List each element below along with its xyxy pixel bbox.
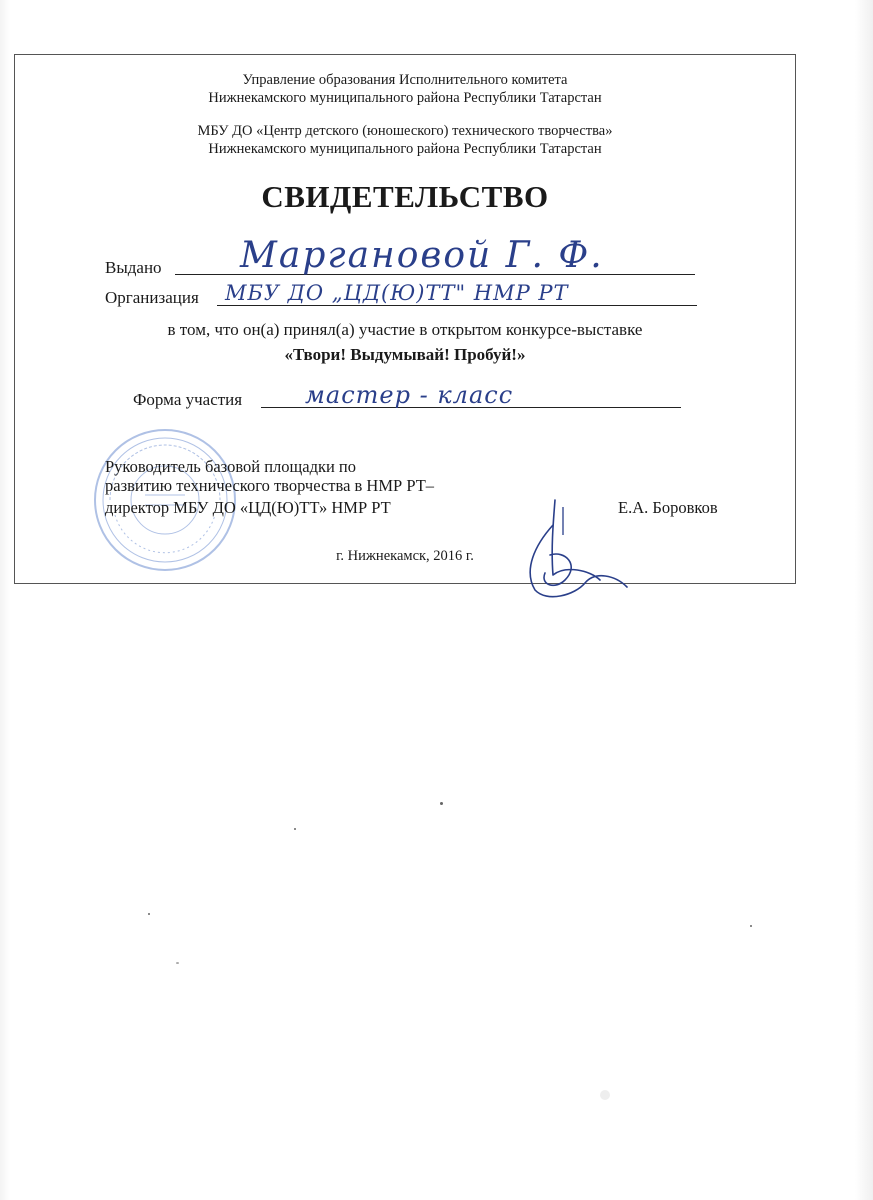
scan-speck bbox=[440, 802, 443, 805]
document-title: СВИДЕТЕЛЬСТВО bbox=[261, 179, 549, 214]
scan-speck bbox=[148, 913, 150, 915]
issued-label: Выдано bbox=[105, 258, 162, 277]
issued-handwritten-value: Маргановой Г. Ф. bbox=[240, 235, 604, 276]
scan-speck bbox=[750, 925, 752, 927]
scan-speck bbox=[600, 1090, 610, 1100]
signatory-name: Е.А. Боровков bbox=[618, 498, 718, 517]
header-line-3: МБУ ДО «Центр детского (юношеского) технического творчества» bbox=[197, 123, 613, 139]
signatory-title-line-2: развитию технического творчества в НМР РТ– bbox=[105, 476, 435, 495]
signatory-title-line-3: директор МБУ ДО «ЦД(Ю)ТТ» НМР РТ bbox=[105, 498, 391, 517]
statement-text: в том, что он(а) принял(а) участие в открытом конкурсе-выставке bbox=[167, 320, 643, 339]
participation-handwritten-value: мастер - класс bbox=[305, 381, 514, 409]
organization-label: Организация bbox=[105, 288, 199, 307]
organization-underline bbox=[217, 305, 697, 306]
organization-handwritten-value: МБУ ДО „ЦД(Ю)ТТ" НМР РТ bbox=[225, 281, 569, 305]
scan-speck bbox=[294, 828, 296, 830]
header-line-4: Нижнекамского муниципального района Республики Татарстан bbox=[208, 141, 602, 157]
header-line-1: Управление образования Исполнительного комитета bbox=[242, 72, 568, 88]
place-and-date: г. Нижнекамск, 2016 г. bbox=[336, 548, 474, 564]
certificate-frame bbox=[14, 54, 796, 584]
contest-name: «Твори! Выдумывай! Пробуй!» bbox=[284, 345, 526, 364]
signatory-title-line-1: Руководитель базовой площадки по bbox=[105, 457, 357, 476]
header-line-2: Нижнекамского муниципального района Республики Татарстан bbox=[208, 90, 602, 106]
scan-speck bbox=[176, 962, 179, 964]
participation-label: Форма участия bbox=[133, 390, 243, 409]
